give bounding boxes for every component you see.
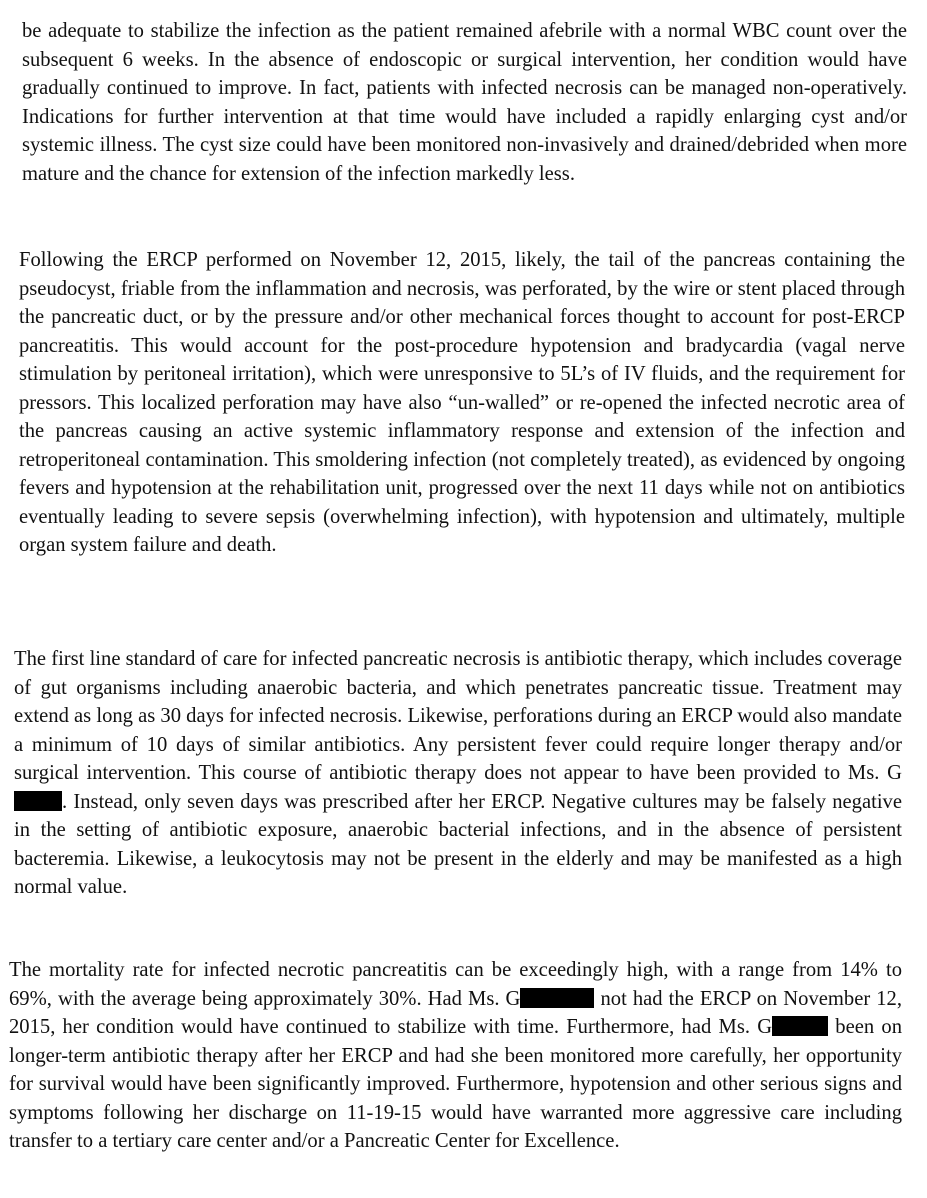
paragraph-3-text-b: . Instead, only seven days was prescribed after her ERCP. Negative cultures may be falsely negative in the setting of antibiotic exposure, anaerobic bacterial infections, and in the absence of persistent bacteremia. Likewise, a leukocytosis may not be present in the elderly and may be manifested as a high normal value. — [14, 790, 902, 898]
paragraph-1: be adequate to stabilize the infection as the patient remained afebrile with a normal WBC count over the subsequent 6 weeks. In the absence of endoscopic or surgical intervention, her condition would have gradually continued to improve. In fact, patients with infected necrosis can be managed non-operatively. Indications for further intervention at that time would have included a rapidly enlarging cyst and/or systemic illness. The cyst size could have been monitored non-invasively and drained/debrided when more mature and the chance for extension of the infection markedly less. — [22, 20, 907, 185]
paragraph-4-text-c: been on longer-term antibiotic therapy after her ERCP and had she been monitored more carefully, her opportunity for survival would have been significantly improved. Furthermore, hypotension and other serious signs and symptoms following her discharge on 11-19-15 would have warranted more aggressive care including transfer to a tertiary care center and/or a Pancreatic Center for Excellence. — [9, 1016, 902, 1152]
paragraph-4-text-b: not had the ERCP on November 12, 2015, her condition would have continued to stabilize with time. Furthermore, had Ms. G — [9, 987, 902, 1038]
redaction-box — [520, 988, 594, 1008]
paragraph-4-text-a: The mortality rate for infected necrotic pancreatitis can be exceedingly high, with a range from 14% to 69%, with the average being approximately 30%. Had Ms. G — [9, 959, 902, 1010]
paragraph-4 — [9, 956, 902, 1156]
paragraph-2: Following the ERCP performed on November 12, 2015, likely, the tail of the pancreas containing the pseudocyst, friable from the inflammation and necrosis, was perforated, by the wire or stent placed through the pancreatic duct, or by the pressure and/or other mechanical forces thought to account for post-ERCP pancreatitis. This would account for the post-procedure hypotension and bradycardia (vagal nerve stimulation by peritoneal irritation), which were unresponsive to 5L’s of IV fluids, and the requirement for pressors. This localized perforation may have also “un-walled” or re-opened the infected necrotic area of the pancreas causing an active systemic inflammatory response and extension of the infection and retroperitoneal contamination. This smoldering infection (not completely treated), as evidenced by ongoing fevers and hypotension at the rehabilitation unit, progressed over the next 11 days while not on antibiotics eventually leading to severe sepsis (overwhelming infection), with hypotension and ultimately, multiple organ system failure and death. — [19, 249, 905, 556]
paragraph-3 — [14, 645, 902, 902]
redaction-box — [14, 791, 62, 811]
paragraph-3-text-a: The first line standard of care for infected pancreatic necrosis is antibiotic therapy, which includes coverage of gut organisms including anaerobic bacteria, and which penetrates pancreatic tissue. Treatment may extend as long as 30 days for infected necrosis. Likewise, perforations during an ERCP would also mandate a minimum of 10 days of similar antibiotics. Any persistent fever could require longer therapy and/or surgical intervention. This course of antibiotic therapy does not appear to have been provided to Ms. G — [14, 648, 902, 784]
redaction-box — [772, 1016, 828, 1036]
